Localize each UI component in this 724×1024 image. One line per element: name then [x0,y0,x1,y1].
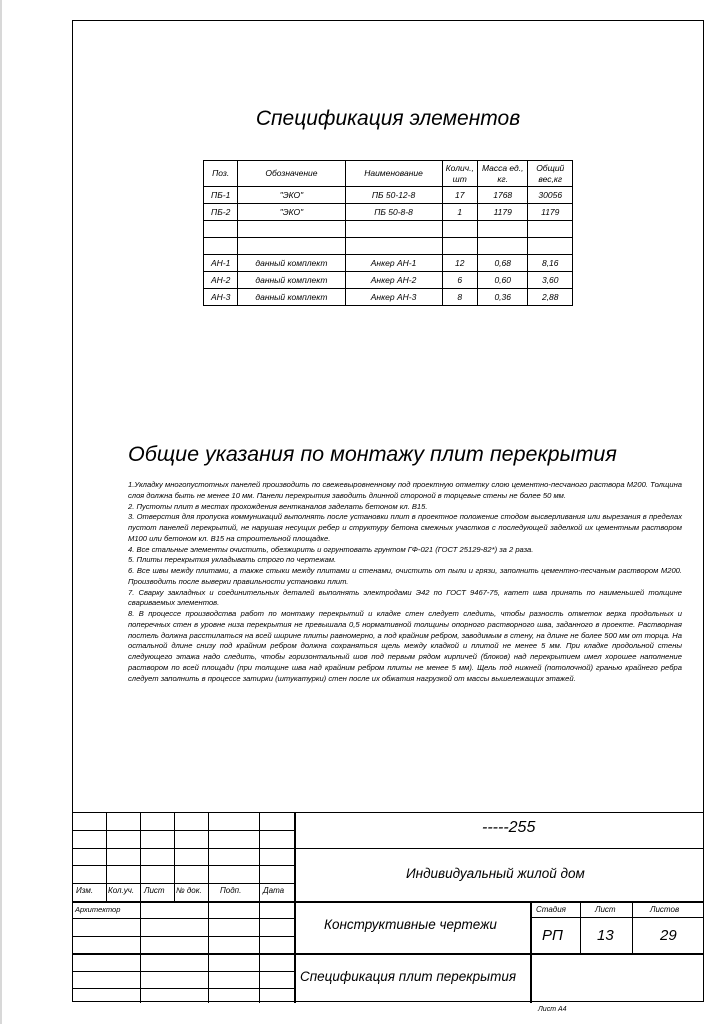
table-cell: АН-1 [204,255,238,272]
col-kol-uch: Кол.уч. [108,886,135,895]
table-cell [442,238,477,255]
table-cell: 1768 [477,187,528,204]
table-cell: Анкер АН-3 [345,289,442,306]
table-cell: 1179 [528,204,573,221]
table-cell [204,238,238,255]
grid-line [294,813,296,1003]
title-block [72,812,704,1003]
note-paragraph: 8. В процессе производства работ по монтажу перекрытий и кладке стен следует следить, чтобы разность отметок верха продольных и поперечных стен в уровне низа перекрытия не превышала 0,5 нормативной толщины опорного растворного шва, заданного в проекте. Растворная постель должна расстилаться на всей ширине плиты равномерно, а под крайним ребром, заводимым в стену, на длине не более 500 мм от торца. На остальной длине снизу под крайним ребром должна сохраняться щель между кладкой и плитой не менее 5 мм. При кладке продольной стены следующего этажа надо следить, чтобы горизонтальный шов под первым рядом кирпичей (блоков) над перекрытием имел хорошее наполнение раствором по всей площади (при толщине шва над крайним ребром плиты не менее 5 мм). Щель под нижней (потолочной) гранью крайнего ребра следует заполнить в процессе затирки (штукатурки) стен после их обжатия нагрузкой от массы вышележащих этажей. [128,609,682,683]
header-cell: Масса ед., кг. [477,161,528,187]
table-cell: 17 [442,187,477,204]
grid-line [72,936,294,937]
table-cell [238,238,345,255]
grid-line [259,813,260,1003]
grid-line [140,813,141,1003]
table-cell: данный комплект [238,289,345,306]
table-cell: данный комплект [238,255,345,272]
table-cell [345,221,442,238]
grid-line [72,883,294,884]
note-paragraph: 1.Укладку многопустотных панелей производить по свежевыровненному под проектную отметку слою цементно-песчаного раствора М200. Толщина слоя должна быть не менее 10 мм. Панели перекрытия заводить длинной стороной в торцевые стены не более 50 мм. [128,480,682,500]
grid-line [72,988,294,989]
table-cell: ПБ-2 [204,204,238,221]
table-cell: ПБ-1 [204,187,238,204]
table-cell [477,221,528,238]
col-podp: Подп. [220,886,242,895]
sheet-label: Лист [595,905,616,914]
grid-line [72,971,294,972]
drawing-name: Спецификация плит перекрытия [300,969,517,984]
table-cell: 8,16 [528,255,573,272]
table-cell: 8 [442,289,477,306]
table-cell: 3,60 [528,272,573,289]
table-cell: Анкер АН-1 [345,255,442,272]
table-header-row [204,161,573,187]
table-cell: 1 [442,204,477,221]
header-cell: Поз. [204,161,238,187]
table-cell: АН-2 [204,272,238,289]
table-row [204,238,573,255]
table-cell: 30056 [528,187,573,204]
spec-title: Спецификация элементов [255,107,521,130]
grid-line [72,901,704,903]
grid-line [208,813,209,1003]
spec-table [203,160,573,306]
section-name: Конструктивные чертежи [324,917,497,932]
table-cell: 1179 [477,204,528,221]
sheets-label: Листов [650,905,680,914]
grid-line [580,901,581,953]
col-data: Дата [263,886,285,895]
notes-body [128,480,682,684]
grid-line [174,813,175,901]
grid-line [106,813,107,901]
table-cell: АН-3 [204,289,238,306]
table-cell [477,238,528,255]
table-row [204,289,573,306]
table-cell: данный комплект [238,272,345,289]
col-izm: Изм. [76,886,94,895]
col-doc-no: № док. [176,886,202,895]
grid-line [72,848,704,849]
notes-title: Общие указания по монтажу плит перекрытия [128,442,617,466]
stage-label: Стадия [536,905,566,914]
table-cell: 0,68 [477,255,528,272]
grid-line [632,901,633,953]
grid-line [72,865,294,866]
table-cell: 6 [442,272,477,289]
table-cell: ПБ 50-12-8 [345,187,442,204]
table-cell [442,221,477,238]
page-edge [0,0,2,1024]
header-cell: Наименование [345,161,442,187]
table-cell: 12 [442,255,477,272]
table-cell: "ЭКО" [238,204,345,221]
table-row [204,204,573,221]
doc-code: -----255 [482,819,536,836]
role-architect: Архитектор [75,905,121,914]
table-cell [345,238,442,255]
table-row [204,187,573,204]
table-cell: Анкер АН-2 [345,272,442,289]
header-cell: Колич., шт [442,161,477,187]
table-cell: 0,36 [477,289,528,306]
grid-line [72,830,294,831]
project-name: Индивидуальный жилой дом [406,866,585,881]
table-cell [528,221,573,238]
format-label: Лист А4 [538,1006,567,1013]
note-paragraph: 3. Отверстия для пропуска коммуникаций выполнять после установки плит в проектное положение стодом высверливания или вырезания в пределах пустот панелей перекрытий, не нарушая несущих ребер и структуру бетона смежных участков с последующей заделкой их цементным раствором М100 или бетоном кл. В15 на строительной площадке. [128,512,682,543]
header-cell: Обозначение [238,161,345,187]
table-cell [528,238,573,255]
table-row [204,221,573,238]
header-cell: Общий вес,кг [528,161,573,187]
grid-line [72,918,294,919]
note-paragraph: 7. Сварку закладных и соединительных деталей выполнять электродами Э42 по ГОСТ 9467-75, катет шва принять по наименьшей толщине свариваемых элементов. [128,587,682,608]
col-list: Лист [144,886,165,895]
note-paragraph: 5. Плиты перекрытия укладывать строго по чертежам. [128,555,337,565]
sheet-value: 13 [597,927,614,944]
grid-line [72,953,704,955]
note-paragraph: 2. Пустоты плит в местах прохождения вентканалов заделать бетоном кл. В15. [128,501,428,511]
table-row [204,255,573,272]
table-cell: "ЭКО" [238,187,345,204]
table-cell: ПБ 50-8-8 [345,204,442,221]
grid-line [530,917,704,918]
table-cell [204,221,238,238]
sheets-value: 29 [660,927,677,944]
stage-value: РП [542,927,563,944]
table-cell: 2,88 [528,289,573,306]
note-paragraph: 4. Все стальные элементы очистить, обезжирить и огрунтовать грунтом ГФ-021 (ГОСТ 25129-82*) за 2 раза. [128,544,534,554]
table-cell [238,221,345,238]
table-row [204,272,573,289]
note-paragraph: 6. Все швы между плитами, а также стыки между плитами и стенами, очистить от пыли и грязи, заполнить цементно-песчаным раствором М200. Производить после выверки правильности установки плит. [128,566,682,586]
table-cell: 0,60 [477,272,528,289]
